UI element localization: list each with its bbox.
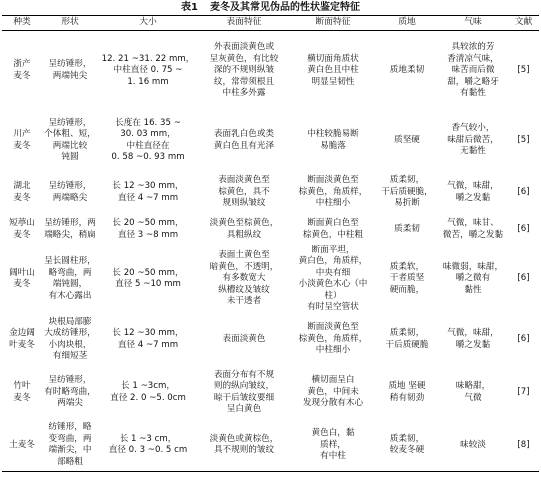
table-row <box>2 314 539 366</box>
cell-section: 断面平坦， 黄白色，角质样， 中央有细 小淡黄色木心（中柱） 有时呈空管状 <box>298 244 368 312</box>
cell-species: 金边阔 叶麦冬 <box>9 328 35 350</box>
cell-ref: [6] <box>517 186 530 197</box>
cell-species: 浙产 麦冬 <box>13 59 31 81</box>
cell-shape: 块根局部膨 大成纺锤形， 小肉块根， 有细短茎 <box>44 316 96 361</box>
cell-texture: 质柔韧 <box>394 223 420 234</box>
cell-texture: 质柔韧， 较麦冬硬 <box>389 433 425 456</box>
table-row <box>2 171 539 215</box>
cell-size: 长 1 ~3cm， 直径 2. 0 ~5. 0cm <box>110 381 186 403</box>
cell-surface: 淡黄色或黄棕色， 具不规则的皱纹 <box>209 433 279 456</box>
cell-texture: 质柔软， 干者质坚 硬而脆， <box>389 261 425 295</box>
cell-species: 短葶山 麦冬 <box>9 218 35 240</box>
cell-ref: [7] <box>517 386 530 397</box>
cell-section: 中柱较脆易断 易脆落 <box>307 129 359 151</box>
cell-ref: [6] <box>517 273 530 284</box>
cell-smell: 气微，味甜， 嚼之发黏 <box>447 181 499 203</box>
cell-smell: 味略甜， 气微 <box>455 381 491 403</box>
header-size: 大小 <box>139 17 157 28</box>
cell-ref: [5] <box>517 65 530 75</box>
table-row <box>2 111 539 171</box>
cell-ref: [6] <box>517 223 530 234</box>
header-smell: 气味 <box>464 17 482 28</box>
header-texture: 质地 <box>398 17 416 28</box>
cell-smell: 具较浓的芳 香清凉气味， 味苦而后微 甜，嚼之略牙 有黏性 <box>447 42 499 98</box>
cell-ref: [5] <box>517 134 530 145</box>
cell-size: 长 20 ~50 mm， 直径 3 ~8 mm <box>112 218 184 240</box>
cell-smell: 味较淡 <box>460 439 486 450</box>
cell-surface: 表面淡黄色至 棕黄色，具不 规则纵皱纹 <box>218 175 270 209</box>
cell-species: 湖北 麦冬 <box>13 181 31 203</box>
cell-texture: 质柔韧， 干后质硬脆， 易折断 <box>381 175 433 209</box>
cell-texture: 质地 坚硬 稍有韧劲 <box>388 381 426 403</box>
cell-shape: 呈纺锤形， 个体粗、短， 两端比较 钝圆 <box>44 117 96 162</box>
header-species: 种类 <box>13 17 31 28</box>
table-row <box>2 215 539 245</box>
table-number: 表1 <box>181 2 198 13</box>
cell-surface: 外表面淡黄色或 呈灰黄色，有比较 深的不规则纵皱 纹，常带须根且 中柱多外露 <box>209 42 279 98</box>
cell-shape: 呈纺锤形，两 端略尖，稍扁 <box>44 218 96 240</box>
cell-shape: 纺锤形，略 变弯曲，两 端渐尖，中 部略粗 <box>48 422 92 467</box>
cell-size: 长 1 ~3 cm， 直径 0. 3 ~0. 5 cm <box>108 433 188 456</box>
cell-section: 断面淡黄色至 棕黄色，角质样， 中柱细小 <box>298 322 368 356</box>
table-title: 麦冬及其常见伪品的性状鉴定特征 <box>209 2 360 13</box>
cell-texture: 质柔韧， 干后质硬脆 <box>385 328 429 350</box>
cell-size: 12. 21 ~31. 22 mm， 中柱直径 0. 75 ~ 1. 16 mm <box>101 53 195 87</box>
header-shape: 形状 <box>61 17 79 28</box>
traits-table <box>2 15 539 472</box>
cell-section: 横切面呈白 黄色，中间未 发现分散有木心 <box>302 375 364 409</box>
cell-smell: 味微弱，味甜， 嚼之微有 黏性 <box>442 261 504 295</box>
cell-surface: 淡黄色至棕黄色， 具粗纵纹 <box>209 218 279 240</box>
cell-size: 长度在 16. 35 ~ 30. 03 mm， 中柱直径在 0. 58 ~0. 93 mm <box>111 117 185 162</box>
cell-size: 长 20 ~50 mm， 直径 5 ~10 mm <box>112 267 184 289</box>
cell-shape: 呈纺锤形， 两端略尖 <box>48 181 92 203</box>
header-row <box>2 16 539 31</box>
cell-ref: [8] <box>517 439 530 450</box>
cell-section: 断面黄白色至 棕黄色，中柱粗 <box>302 218 364 240</box>
cell-section: 黄色白，黏 质样， 有中柱 <box>311 428 355 461</box>
cell-surface: 表面土黄色至 暗黄色，不透明， 有多数宽大 纵槽纹及皱纹 未干透者 <box>209 250 279 307</box>
cell-size: 长 12 ~30 mm， 直径 4 ~7 mm <box>112 328 184 350</box>
header-section: 断面特征 <box>315 17 351 28</box>
cell-size: 长 12 ~30 mm， 直径 4 ~7 mm <box>112 181 184 203</box>
cell-species: 土麦冬 <box>9 439 35 450</box>
cell-texture: 质地柔韧 <box>389 65 425 75</box>
cell-texture: 质坚硬 <box>394 134 420 145</box>
table-caption <box>0 0 541 15</box>
cell-smell: 香气较小， 味甜后微苦， 无黏性 <box>447 123 499 157</box>
header-surface: 表面特征 <box>226 17 262 28</box>
table-row <box>2 245 539 314</box>
cell-species: 川产 麦冬 <box>13 129 31 151</box>
cell-smell: 气微，味甜， 嚼之发黏 <box>447 328 499 350</box>
cell-section: 横切面角质状 黄白色且中柱 明显呈韧性 <box>307 53 359 87</box>
cell-smell: 气微，味甘、 微苦，嚼之发黏 <box>442 218 504 240</box>
cell-surface: 表面分布有不规 则的纵向皱纹， 晾干后皱纹要细 呈白黄色 <box>213 369 275 414</box>
table-row <box>2 420 539 472</box>
cell-surface: 表面乳白色或类 黄白色且有光泽 <box>213 129 275 151</box>
cell-species: 竹叶 麦冬 <box>13 381 31 403</box>
cell-surface: 表面淡黄色 <box>222 333 266 344</box>
cell-section: 断面淡黄色至 棕黄色，角质样， 中柱细小 <box>298 175 368 209</box>
cell-ref: [6] <box>517 333 530 344</box>
cell-shape: 呈长圆柱形， 略弯曲，两 端钝圆， 有木心露出 <box>44 256 96 301</box>
table-row <box>2 366 539 420</box>
table-row <box>2 31 539 111</box>
header-ref: 文献 <box>514 17 533 28</box>
cell-shape: 呈纺锤形， 两端钝尖 <box>48 59 92 81</box>
cell-shape: 呈纺锤形， 有时略弯曲， 两端尖 <box>44 375 96 409</box>
cell-species: 阔叶山 麦冬 <box>9 267 35 289</box>
